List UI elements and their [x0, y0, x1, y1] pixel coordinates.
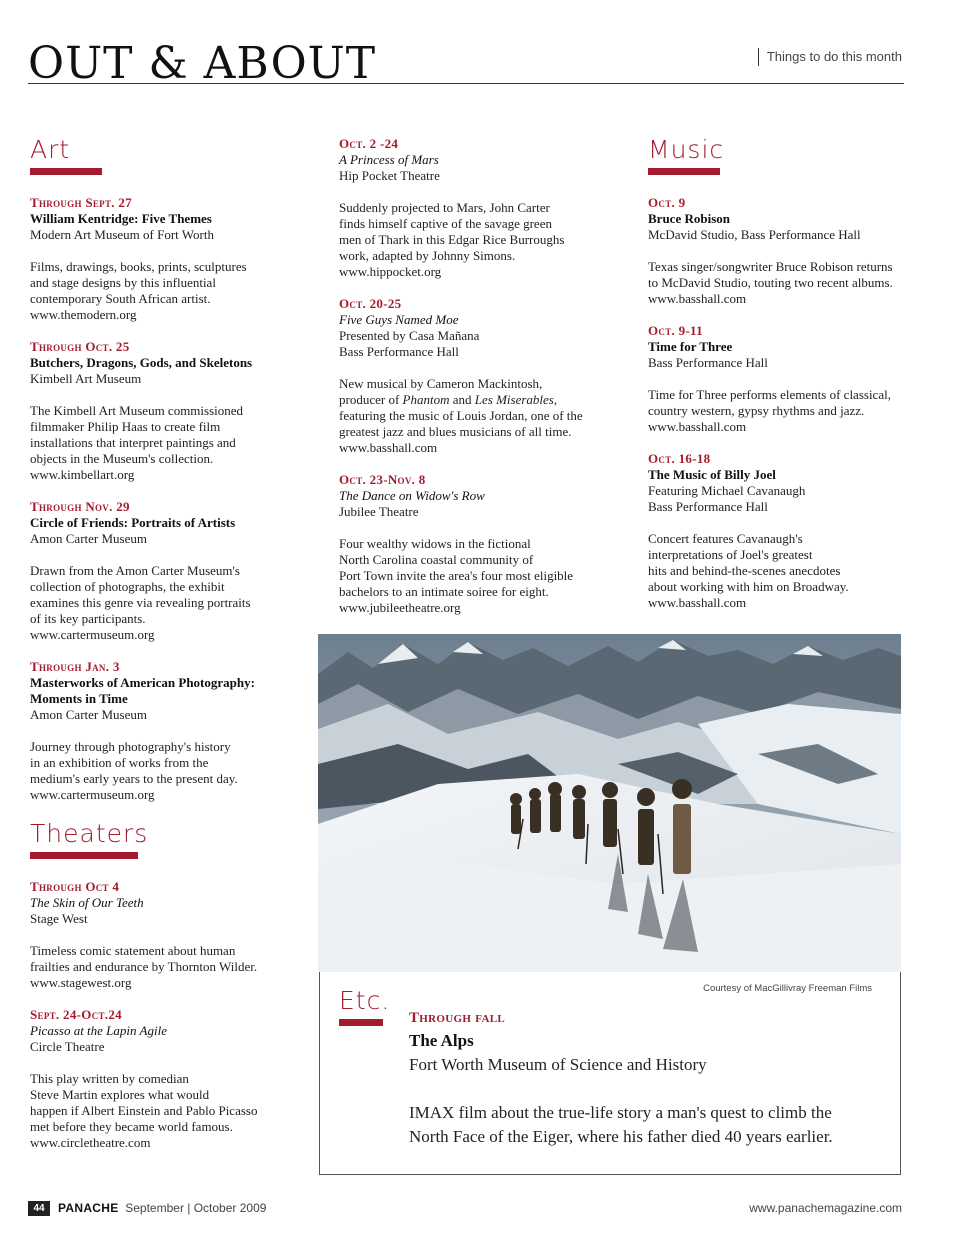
event-desc-line: Time for Three performs elements of classical,	[648, 387, 891, 402]
event-venue: Hip Pocket Theatre	[339, 168, 440, 183]
event-desc-line: work, adapted by Johnny Simons.	[339, 248, 516, 263]
event-title: A Princess of Mars	[339, 152, 439, 167]
event-item	[30, 1007, 275, 1151]
event-desc-line: Films, drawings, books, prints, sculptures	[30, 259, 247, 274]
event-desc-line: hits and behind-the-scenes anecdotes	[648, 563, 841, 578]
section-bar	[30, 168, 102, 175]
event-date: Oct. 16-18	[648, 451, 711, 466]
section-heading-art: Art	[30, 135, 71, 164]
section-heading-theaters: Theaters	[30, 819, 149, 848]
event-date: Through Jan. 3	[30, 659, 120, 674]
show-title: Les Miserables	[474, 392, 554, 407]
event-url: www.basshall.com	[339, 440, 438, 455]
event-venue: Fort Worth Museum of Science and History	[409, 1055, 707, 1074]
event-date: Through Sept. 27	[30, 195, 132, 210]
event-desc-line: Drawn from the Amon Carter Museum's	[30, 563, 240, 578]
event-desc-line: featuring the music of Louis Jordan, one of the	[339, 408, 583, 423]
event-desc-line: Steve Martin explores what would	[30, 1087, 210, 1102]
event-presenter: Presented by Casa Mañana	[339, 328, 480, 343]
event-desc-line: country western, gypsy rhythms and jazz.	[648, 403, 865, 418]
show-title: Phantom	[402, 392, 450, 407]
event-date: Oct. 9-11	[648, 323, 703, 338]
event-desc-line: This play written by comedian	[30, 1071, 189, 1086]
publication-line	[58, 1201, 266, 1215]
event-venue: Amon Carter Museum	[30, 531, 147, 546]
event-desc-line: objects in the Museum's collection.	[30, 451, 214, 466]
event-date: Through Oct. 25	[30, 339, 130, 354]
event-venue: Circle Theatre	[30, 1039, 105, 1054]
event-title: The Dance on Widow's Row	[339, 488, 485, 503]
event-url: www.kimbellart.org	[30, 467, 135, 482]
column-left	[30, 135, 275, 1167]
event-desc-line	[339, 392, 594, 408]
event-desc-line: men of Thark in this Edgar Rice Burroughs	[339, 232, 565, 247]
event-desc-line: contemporary South African artist.	[30, 291, 211, 306]
event-item	[30, 195, 275, 323]
event-desc-line: about working with him on Broadway.	[648, 579, 849, 594]
event-url: www.themodern.org	[30, 307, 137, 322]
event-url: www.basshall.com	[648, 419, 747, 434]
event-title: Bruce Robison	[648, 211, 730, 226]
event-date: Oct. 23-Nov. 8	[339, 472, 426, 487]
event-venue: Bass Performance Hall	[648, 499, 768, 514]
event-item	[30, 339, 275, 483]
event-desc-line: in an exhibition of works from the	[30, 755, 209, 770]
column-right	[648, 135, 910, 627]
page-footer	[28, 1200, 904, 1218]
event-desc-line: to McDavid Studio, touting two recent albums.	[648, 275, 893, 290]
event-desc-line: met before they became world famous.	[30, 1119, 233, 1134]
event-title: Butchers, Dragons, Gods, and Skeletons	[30, 355, 253, 370]
event-desc-line: greatest jazz and blues musicians of all time.	[339, 424, 572, 439]
event-item	[30, 879, 275, 991]
event-desc-line: North Carolina coastal community of	[339, 552, 534, 567]
event-desc-line: Four wealthy widows in the fictional	[339, 536, 531, 551]
event-desc-line: installations that interpret paintings and	[30, 435, 236, 450]
event-desc-line: collection of photographs, the exhibit	[30, 579, 225, 594]
event-item	[339, 296, 594, 456]
event-desc-line: medium's early years to the present day.	[30, 771, 238, 786]
event-url: www.basshall.com	[648, 595, 747, 610]
event-desc-line: bachelors to an intimate soiree for eight.	[339, 584, 549, 599]
event-desc-line: IMAX film about the true-life story a man's quest to climb the	[409, 1103, 832, 1122]
event-item	[409, 1007, 889, 1149]
event-url: www.jubileetheatre.org	[339, 600, 461, 615]
event-date: Through fall	[409, 1010, 505, 1026]
event-desc-line: of its key participants.	[30, 611, 146, 626]
event-desc-line: filmmaker Philip Haas to create film	[30, 419, 221, 434]
event-url: www.cartermuseum.org	[30, 627, 155, 642]
event-desc-line: The Kimbell Art Museum commissioned	[30, 403, 244, 418]
event-desc-line: North Face of the Eiger, where his father died 40 years earlier.	[409, 1127, 833, 1146]
event-desc-line: and stage designs by this influential	[30, 275, 216, 290]
event-venue: Bass Performance Hall	[339, 344, 459, 359]
event-item	[30, 659, 275, 803]
event-date: Oct. 20-25	[339, 296, 402, 311]
event-url: www.stagewest.org	[30, 975, 132, 990]
page-number: 44	[28, 1201, 50, 1216]
column-middle	[339, 136, 594, 632]
event-title: Picasso at the Lapin Agile	[30, 1023, 167, 1038]
event-desc-line: interpretations of Joel's greatest	[648, 547, 813, 562]
event-desc-line: New musical by Cameron Mackintosh,	[339, 376, 543, 391]
event-desc-line: Texas singer/songwriter Bruce Robison returns	[648, 259, 893, 274]
section-bar	[30, 852, 138, 859]
event-venue: Amon Carter Museum	[30, 707, 147, 722]
event-venue: Stage West	[30, 911, 88, 926]
event-url: www.circletheatre.com	[30, 1135, 151, 1150]
event-date: Sept. 24-Oct.24	[30, 1007, 122, 1022]
publication-name: PANACHE	[58, 1201, 119, 1215]
event-url: www.basshall.com	[648, 291, 747, 306]
event-title: The Music of Billy Joel	[648, 467, 776, 482]
event-venue: Bass Performance Hall	[648, 355, 768, 370]
event-title: Moments in Time	[30, 691, 128, 706]
event-desc-line: Journey through photography's history	[30, 739, 231, 754]
event-desc-line: happen if Albert Einstein and Pablo Picasso	[30, 1103, 258, 1118]
event-url: www.cartermuseum.org	[30, 787, 155, 802]
event-item	[339, 472, 594, 616]
section-heading-music: Music	[648, 135, 725, 164]
event-item	[648, 195, 910, 307]
event-desc-text: and	[449, 392, 475, 407]
event-desc-line: frailties and endurance by Thornton Wilder.	[30, 959, 258, 974]
website-link[interactable]: www.panachemagazine.com	[749, 1201, 902, 1215]
event-title: William Kentridge: Five Themes	[30, 211, 212, 226]
event-title: The Skin of Our Teeth	[30, 895, 144, 910]
event-date: Through Nov. 29	[30, 499, 130, 514]
event-item	[648, 451, 910, 611]
photo-credit: Courtesy of MacGillivray Freeman Films	[703, 983, 872, 994]
event-title: Circle of Friends: Portraits of Artists	[30, 515, 236, 530]
event-title: Five Guys Named Moe	[339, 312, 459, 327]
event-title: Masterworks of American Photography:	[30, 675, 255, 690]
section-bar	[648, 168, 720, 175]
event-venue: McDavid Studio, Bass Performance Hall	[648, 227, 861, 242]
page-tagline: Things to do this month	[758, 48, 902, 66]
event-date: Oct. 2 -24	[339, 136, 399, 151]
event-desc-text: ,	[553, 392, 558, 407]
event-title: Time for Three	[648, 339, 733, 354]
alps-photo	[318, 634, 901, 972]
masthead	[28, 38, 904, 89]
event-item	[30, 499, 275, 643]
event-desc-line: Suddenly projected to Mars, John Carter	[339, 200, 550, 215]
event-desc-line: finds himself captive of the savage green	[339, 216, 552, 231]
event-desc-line: examines this genre via revealing portraits	[30, 595, 251, 610]
etc-heading-block	[339, 986, 390, 1046]
event-title: The Alps	[409, 1031, 474, 1050]
event-venue: Jubilee Theatre	[339, 504, 419, 519]
event-item	[648, 323, 910, 435]
event-venue: Modern Art Museum of Fort Worth	[30, 227, 214, 242]
section-bar	[339, 1019, 383, 1026]
event-presenter: Featuring Michael Cavanaugh	[648, 483, 806, 498]
event-desc-line: Timeless comic statement about human	[30, 943, 236, 958]
event-url: www.hippocket.org	[339, 264, 442, 279]
event-desc-line: Port Town invite the area's four most eligible	[339, 568, 574, 583]
event-desc-line: Concert features Cavanaugh's	[648, 531, 803, 546]
page-title: OUT & ABOUT	[28, 38, 377, 89]
event-desc-text: producer of	[339, 392, 403, 407]
event-date: Through Oct 4	[30, 879, 120, 894]
event-venue: Kimbell Art Museum	[30, 371, 142, 386]
issue-date: September | October 2009	[125, 1201, 267, 1215]
event-item	[339, 136, 594, 280]
section-heading-etc: Etc.	[339, 986, 391, 1015]
event-date: Oct. 9	[648, 195, 686, 210]
